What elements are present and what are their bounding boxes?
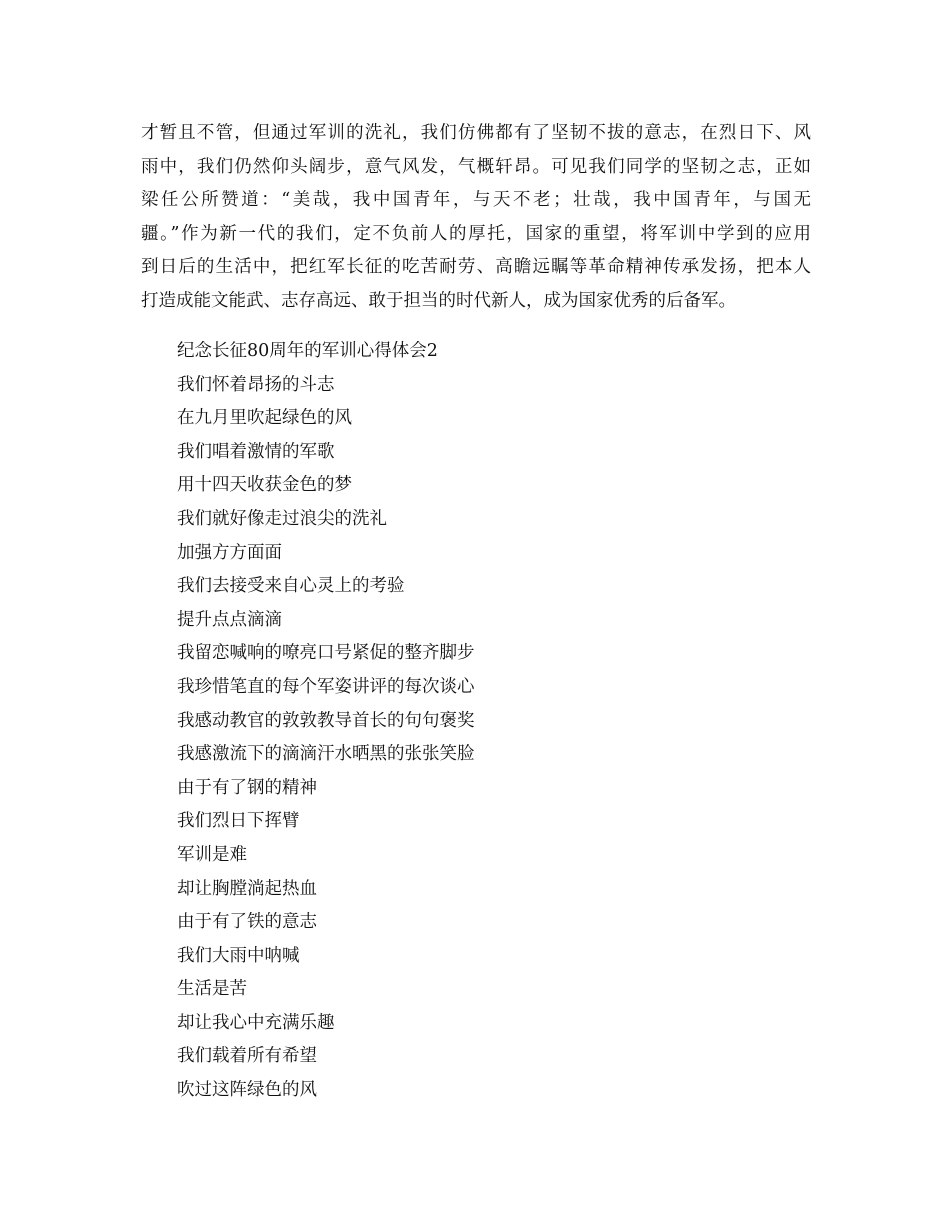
poem-line: 吹过这阵绿色的风 — [177, 1080, 317, 1101]
poem-line: 我们载着所有希望 — [177, 1046, 317, 1067]
poem-line: 提升点点滴滴 — [177, 609, 282, 630]
poem-line: 用十四天收获金色的梦 — [177, 475, 352, 496]
poem-line: 我留恋喊响的嘹亮口号紧促的整齐脚步 — [177, 643, 475, 664]
poem-line: 我们烈日下挥臂 — [177, 811, 300, 832]
poem-line: 在九月里吹起绿色的风 — [177, 408, 352, 429]
poem-line: 生活是苦 — [177, 979, 247, 1000]
paragraph-line: 打造成能文能武、志存高远、敢于担当的时代新人，成为国家优秀的后备军。 — [141, 290, 736, 311]
poem-line: 加强方方面面 — [177, 542, 282, 563]
poem-line: 我们去接受来自心灵上的考验 — [177, 576, 405, 597]
poem-line: 我们就好像走过浪尖的洗礼 — [177, 508, 387, 529]
paragraph-line: 疆。”作为新一代的我们，定不负前人的厚托，国家的重望，将军训中学到的应用 — [141, 223, 811, 244]
poem-line: 却让我心中充满乐趣 — [177, 1012, 335, 1033]
paragraph-line: 才暂且不管，但通过军训的洗礼，我们仿佛都有了坚韧不拔的意志，在烈日下、风 — [141, 123, 811, 143]
paragraph-line: 雨中，我们仍然仰头阔步，意气风发，气概轩昂。可见我们同学的坚韧之志，正如 — [141, 156, 811, 177]
poem-line: 由于有了钢的精神 — [177, 777, 317, 798]
poem-line: 我感激流下的滴滴汗水晒黑的张张笑脸 — [177, 744, 475, 765]
poem-line: 军训是难 — [177, 844, 247, 865]
intro-paragraph — [141, 117, 811, 319]
poem-line: 我们怀着昂扬的斗志 — [177, 374, 335, 395]
poem-line: 由于有了铁的意志 — [177, 912, 317, 933]
poem-line: 我们大雨中呐喊 — [177, 945, 300, 966]
poem-line: 却让胸膛淌起热血 — [177, 878, 317, 899]
poem-line: 我感动教官的敦敦教导首长的句句褒奖 — [177, 710, 475, 731]
poem-line: 我们唱着激情的军歌 — [177, 441, 335, 462]
section-heading: 纪念长征80周年的军训心得体会2 — [177, 341, 438, 361]
paragraph-line: 到日后的生活中，把红军长征的吃苦耐劳、高瞻远瞩等革命精神传承发扬，把本人 — [141, 257, 811, 278]
poem-block — [177, 335, 811, 1108]
poem-line: 我珍惜笔直的每个军姿讲评的每次谈心 — [177, 676, 475, 697]
paragraph-line: 梁任公所赞道：“美哉，我中国青年，与天不老；壮哉，我中国青年，与国无 — [141, 190, 811, 211]
